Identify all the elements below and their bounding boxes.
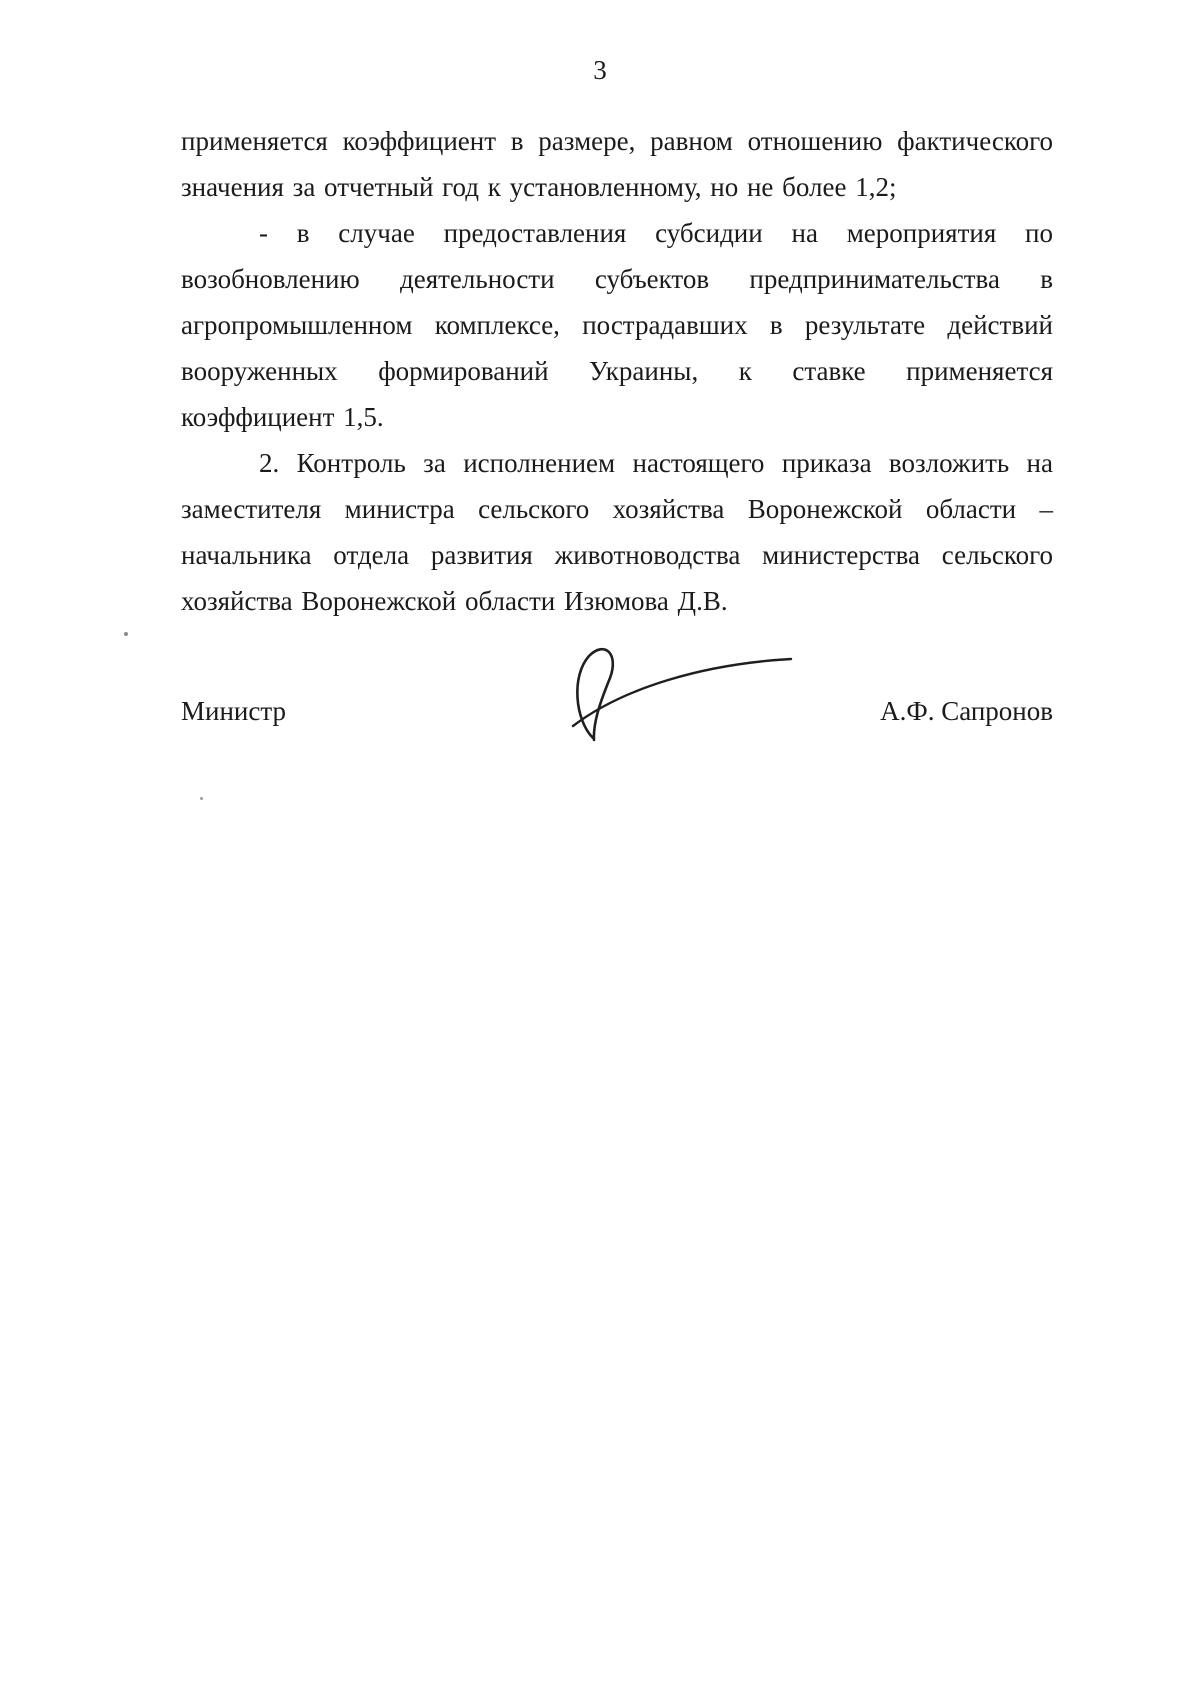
signer-title: Министр	[181, 696, 286, 726]
scan-artifact-dot	[124, 632, 128, 636]
page-number: 3	[593, 55, 607, 85]
paragraph-item-2: 2. Контроль за исполнением настоящего приказа возложить на заместителя министра сельского хозяйства Воронежской области – начальника отдела развития животноводства министерства сельского хозяйства Воронежской области Изюмова Д.В.	[181, 448, 1053, 616]
handwritten-signature-icon	[563, 642, 798, 742]
paragraph-bullet-case: - в случае предоставления субсидии на мероприятия по возобновлению деятельности субъектов предпринимательства в агропромышленном комплексе, пострадавших в результате действий вооруженных формирований Украины, к ставке применяется коэффициент 1,5.	[181, 218, 1053, 432]
signer-name: А.Ф. Сапронов	[880, 696, 1053, 726]
document-body	[181, 118, 1053, 624]
paragraph-continuation: применяется коэффициент в размере, равном отношению фактического значения за отчетный год к установленному, но не более 1,2;	[181, 126, 1053, 202]
scan-artifact-dot	[200, 797, 203, 800]
signature-block	[181, 640, 1053, 780]
